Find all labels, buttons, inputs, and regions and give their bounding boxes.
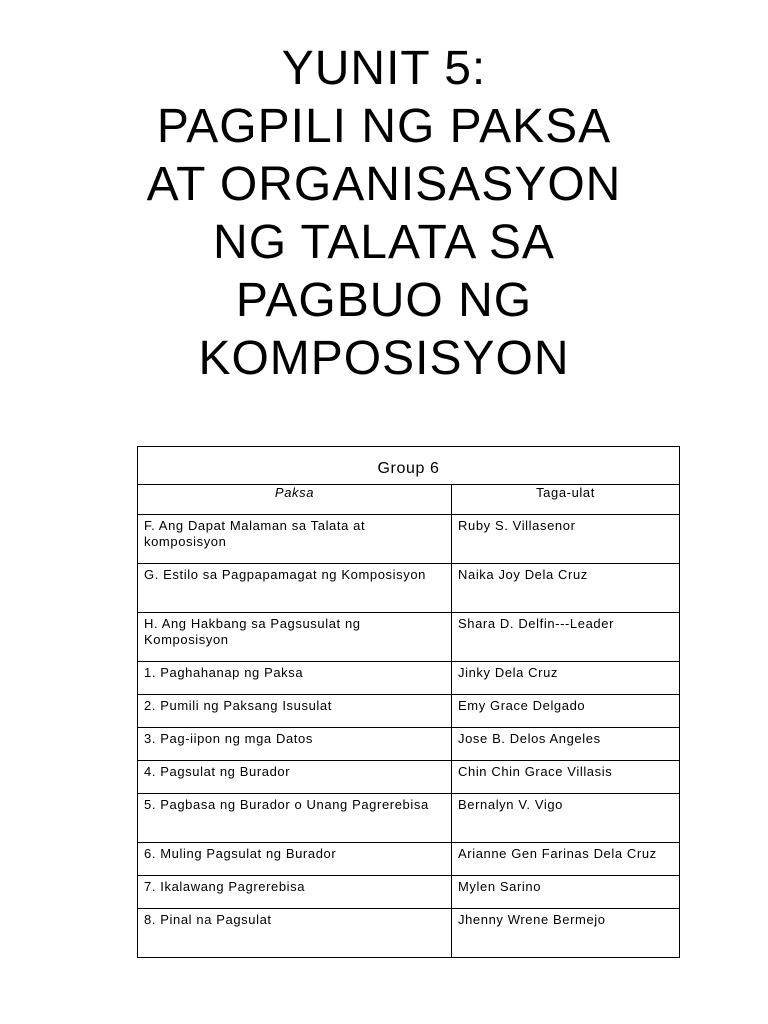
table-row: [138, 843, 680, 876]
table-row: [138, 909, 680, 958]
title-line: AT ORGANISASYON: [146, 158, 622, 211]
title-line: PAGPILI NG PAKSA: [156, 100, 612, 153]
taga-ulat-cell: Chin Chin Grace Villasis: [452, 761, 680, 794]
table-row: [138, 695, 680, 728]
paksa-cell: F. Ang Dapat Malaman sa Talata at komposisyon: [138, 515, 452, 564]
paksa-cell: H. Ang Hakbang sa Pagsusulat ng Komposisyon: [138, 613, 452, 662]
taga-ulat-cell: Mylen Sarino: [452, 876, 680, 909]
table-header-row: [138, 485, 680, 515]
paksa-cell: 1. Paghahanap ng Paksa: [138, 662, 452, 695]
group-label: Group 6: [138, 447, 680, 485]
taga-ulat-cell: Jose B. Delos Angeles: [452, 728, 680, 761]
paksa-cell: 4. Pagsulat ng Burador: [138, 761, 452, 794]
taga-ulat-cell: Emy Grace Delgado: [452, 695, 680, 728]
taga-ulat-cell: Arianne Gen Farinas Dela Cruz: [452, 843, 680, 876]
paksa-cell: 3. Pag-iipon ng mga Datos: [138, 728, 452, 761]
table-group-row: [138, 447, 680, 485]
title-line: KOMPOSISYON: [198, 332, 570, 385]
paksa-cell: 5. Pagbasa ng Burador o Unang Pagrerebisa: [138, 794, 452, 843]
taga-ulat-cell: Shara D. Delfin---Leader: [452, 613, 680, 662]
table-row: [138, 662, 680, 695]
paksa-cell: 8. Pinal na Pagsulat: [138, 909, 452, 958]
taga-ulat-cell: Jhenny Wrene Bermejo: [452, 909, 680, 958]
group-table-container: [137, 446, 679, 958]
table-row: [138, 613, 680, 662]
column-header-taga-ulat: Taga-ulat: [452, 485, 680, 515]
taga-ulat-cell: Jinky Dela Cruz: [452, 662, 680, 695]
title-line: NG TALATA SA: [213, 216, 555, 269]
title-line: PAGBUO NG: [235, 274, 533, 327]
taga-ulat-cell: Naika Joy Dela Cruz: [452, 564, 680, 613]
taga-ulat-cell: Ruby S. Villasenor: [452, 515, 680, 564]
paksa-cell: 2. Pumili ng Paksang Isusulat: [138, 695, 452, 728]
group-table: [137, 446, 680, 958]
paksa-cell: 6. Muling Pagsulat ng Burador: [138, 843, 452, 876]
table-row: [138, 794, 680, 843]
table-row: [138, 515, 680, 564]
paksa-cell: G. Estilo sa Pagpapamagat ng Komposisyon: [138, 564, 452, 613]
title-line: YUNIT 5:: [281, 42, 487, 95]
table-row: [138, 564, 680, 613]
column-header-paksa: Paksa: [138, 485, 452, 515]
taga-ulat-cell: Bernalyn V. Vigo: [452, 794, 680, 843]
table-row: [138, 728, 680, 761]
table-row: [138, 761, 680, 794]
paksa-cell: 7. Ikalawang Pagrerebisa: [138, 876, 452, 909]
document-title: [0, 40, 768, 388]
table-row: [138, 876, 680, 909]
